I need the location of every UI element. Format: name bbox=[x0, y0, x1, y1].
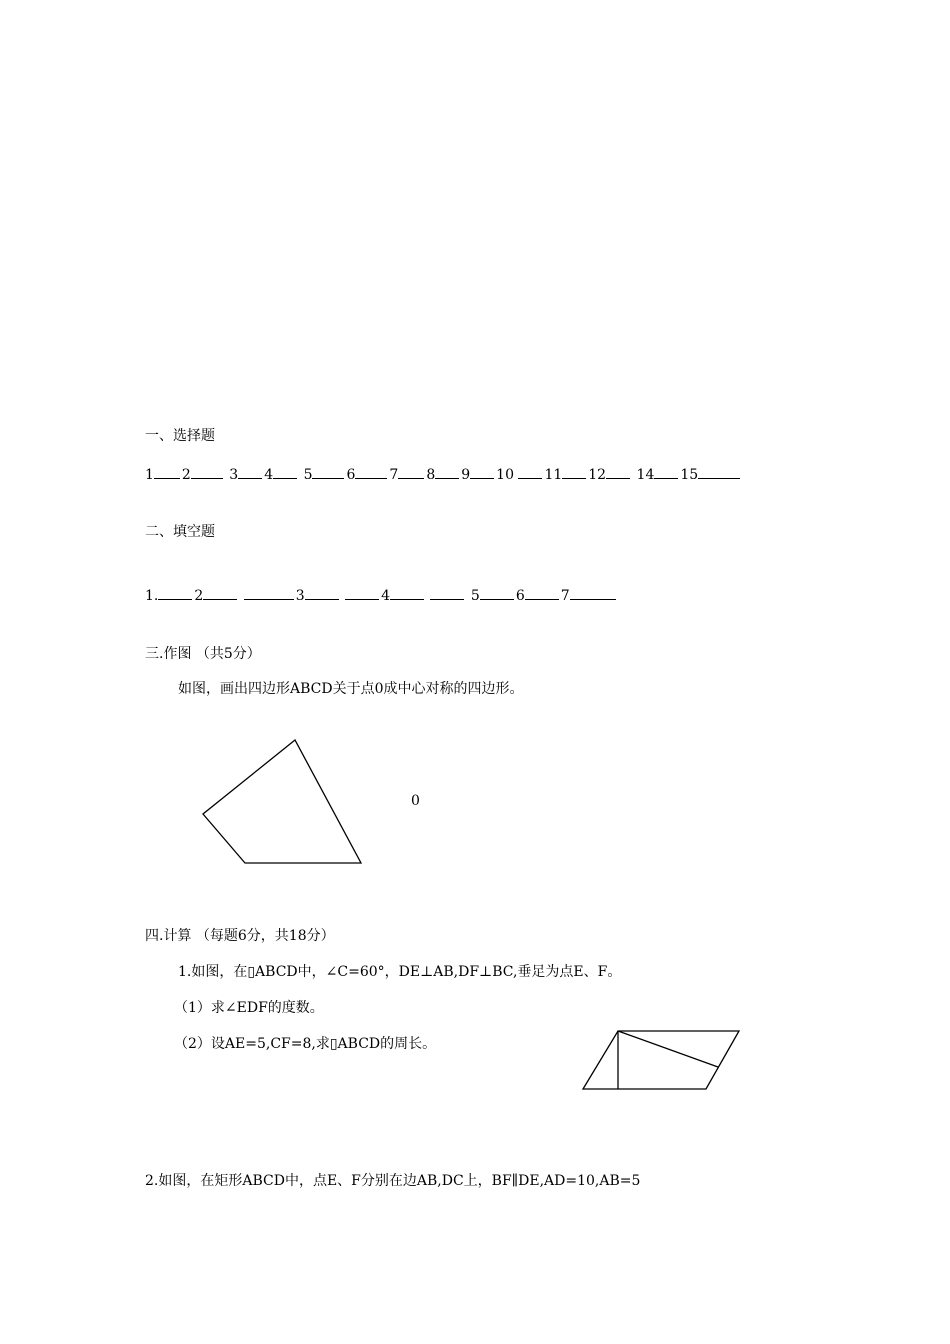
choice-answer-item bbox=[225, 463, 264, 485]
section4-heading: 四.计算 （每题6分，共18分） bbox=[145, 928, 335, 944]
choice-answer-number: 2 bbox=[181, 467, 191, 483]
fill-answer-blank[interactable] bbox=[480, 584, 514, 600]
section3-heading: 三.作图 （共5分） bbox=[145, 646, 261, 662]
choice-answer-blank[interactable] bbox=[654, 463, 678, 479]
choice-answer-item bbox=[588, 463, 632, 485]
fill-answer-blank[interactable] bbox=[305, 584, 339, 600]
fill-answer-item bbox=[466, 584, 515, 606]
choice-answer-blank[interactable] bbox=[312, 463, 344, 479]
choice-answer-blank[interactable] bbox=[435, 463, 459, 479]
choice-answer-number: 8 bbox=[426, 467, 436, 483]
choice-answer-item bbox=[461, 463, 496, 485]
section3-instruction: 如图，画出四边形ABCD关于点0成中心对称的四边形。 bbox=[178, 681, 524, 697]
fill-answer-item bbox=[145, 584, 194, 606]
choice-answer-item bbox=[346, 463, 389, 485]
choice-answer-blank[interactable] bbox=[606, 463, 630, 479]
choice-answer-item bbox=[145, 463, 182, 485]
fill-answer-number: 1. bbox=[145, 588, 159, 604]
fill-answer-number: 6 bbox=[515, 588, 525, 604]
section1-heading: 一、选择题 bbox=[145, 428, 215, 444]
choice-answer-number: 5 bbox=[299, 467, 313, 483]
choice-answer-item bbox=[182, 463, 225, 485]
choice-answer-item bbox=[389, 463, 426, 485]
fill-answer-blank[interactable] bbox=[244, 584, 294, 600]
choice-answer-item bbox=[496, 463, 544, 485]
fill-answer-blank[interactable] bbox=[203, 584, 237, 600]
choice-answer-row bbox=[145, 463, 742, 485]
choice-answer-blank[interactable] bbox=[470, 463, 494, 479]
choice-answer-blank[interactable] bbox=[191, 463, 223, 479]
choice-answer-blank[interactable] bbox=[238, 463, 262, 479]
question1-part1: （1）求∠EDF的度数。 bbox=[174, 1000, 324, 1016]
choice-answer-item bbox=[680, 463, 742, 485]
parallelogram-figure bbox=[578, 1027, 748, 1097]
choice-answer-item bbox=[632, 463, 680, 485]
choice-answer-blank[interactable] bbox=[355, 463, 387, 479]
quadrilateral-figure bbox=[195, 733, 395, 873]
choice-answer-number: 4 bbox=[264, 467, 274, 483]
fill-answer-item bbox=[239, 584, 295, 606]
fill-answer-item bbox=[426, 584, 466, 606]
choice-answer-number: 14 bbox=[632, 467, 655, 483]
fill-answer-row bbox=[145, 584, 618, 606]
point-o-label: 0 bbox=[411, 793, 420, 809]
choice-answer-blank[interactable] bbox=[698, 463, 740, 479]
fill-answer-blank[interactable] bbox=[390, 584, 424, 600]
fill-answer-number: 4 bbox=[381, 588, 391, 604]
question1-text: 1.如图，在▯ABCD中，∠C=60°，DE⊥AB,DF⊥BC,垂足为点E、F。 bbox=[178, 964, 622, 980]
choice-answer-number: 11 bbox=[544, 467, 563, 483]
choice-answer-item bbox=[264, 463, 299, 485]
choice-answer-blank[interactable] bbox=[273, 463, 297, 479]
fill-answer-blank[interactable] bbox=[570, 584, 616, 600]
choice-answer-item bbox=[544, 463, 588, 485]
choice-answer-number: 7 bbox=[389, 467, 399, 483]
parallelogram-abcd bbox=[583, 1031, 739, 1089]
altitude-df bbox=[618, 1031, 718, 1067]
choice-answer-number: 15 bbox=[680, 467, 699, 483]
choice-answer-blank[interactable] bbox=[562, 463, 586, 479]
fill-answer-item bbox=[296, 584, 341, 606]
fill-answer-blank[interactable] bbox=[345, 584, 379, 600]
fill-answer-item bbox=[516, 584, 561, 606]
fill-answer-number: 7 bbox=[560, 588, 570, 604]
fill-answer-blank[interactable] bbox=[430, 584, 464, 600]
choice-answer-item bbox=[299, 463, 346, 485]
fill-answer-blank[interactable] bbox=[525, 584, 559, 600]
fill-answer-number: 5 bbox=[466, 588, 480, 604]
choice-answer-number: 9 bbox=[461, 467, 471, 483]
choice-answer-number: 10 bbox=[496, 467, 519, 483]
quadrilateral-abcd bbox=[203, 740, 361, 863]
section2-heading: 二、填空题 bbox=[145, 524, 215, 540]
choice-answer-number: 1 bbox=[145, 467, 154, 483]
fill-answer-item bbox=[194, 584, 239, 606]
choice-answer-blank[interactable] bbox=[154, 463, 180, 479]
choice-answer-blank[interactable] bbox=[398, 463, 424, 479]
fill-answer-number: 2 bbox=[194, 588, 204, 604]
choice-answer-item bbox=[426, 463, 461, 485]
choice-answer-number: 12 bbox=[588, 467, 607, 483]
fill-answer-item bbox=[341, 584, 381, 606]
question2-text: 2.如图，在矩形ABCD中，点E、F分别在边AB,DC上，BF∥DE,AD=10,AB=5 bbox=[145, 1173, 641, 1189]
fill-answer-item bbox=[561, 584, 618, 606]
fill-answer-blank[interactable] bbox=[158, 584, 192, 600]
fill-answer-number: 3 bbox=[295, 588, 305, 604]
fill-answer-item bbox=[381, 584, 426, 606]
choice-answer-blank[interactable] bbox=[518, 463, 542, 479]
question1-part2: （2）设AE=5,CF=8,求▯ABCD的周长。 bbox=[174, 1036, 437, 1052]
choice-answer-number: 6 bbox=[346, 467, 356, 483]
choice-answer-number: 3 bbox=[224, 467, 239, 483]
